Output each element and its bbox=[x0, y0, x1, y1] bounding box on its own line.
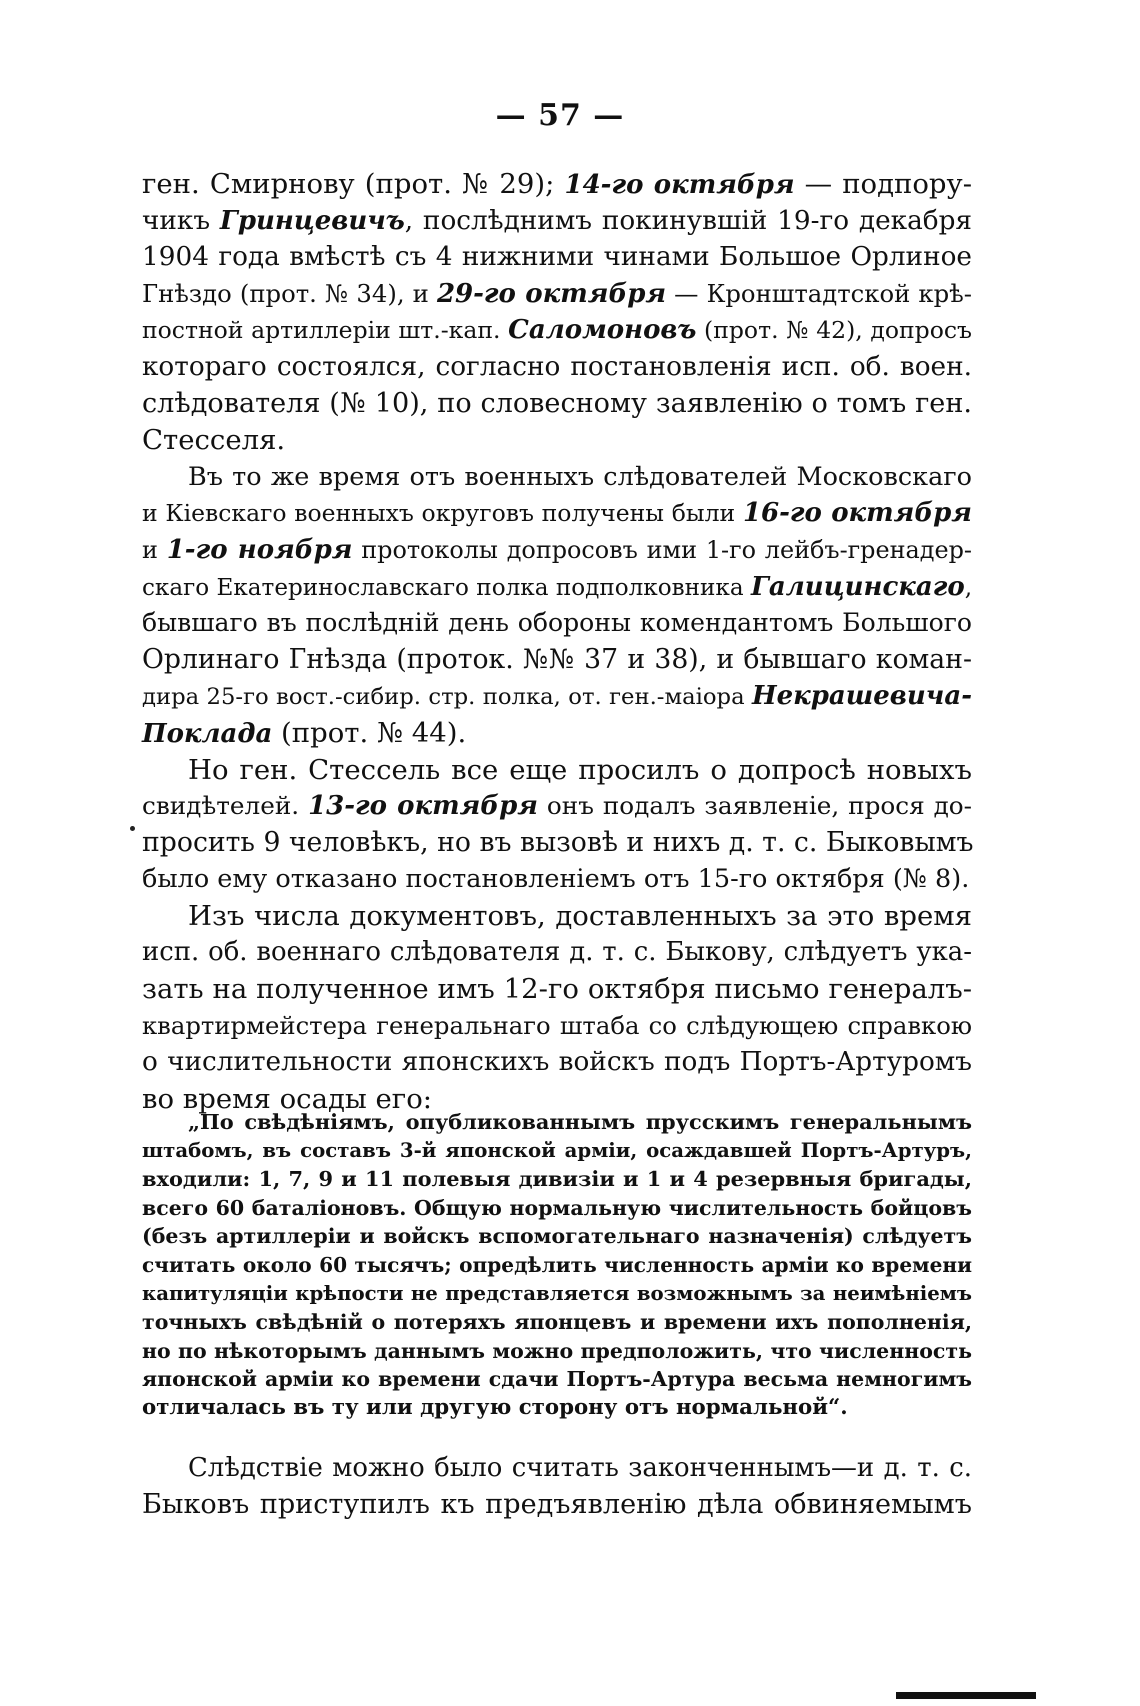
text-line: Быковъ приступилъ къ предъявленію дѣла обвиняемымъ bbox=[142, 1488, 972, 1520]
closing-text bbox=[142, 1450, 972, 1523]
page-edge-rule bbox=[896, 1692, 1036, 1699]
italic-name: Галицинскаго bbox=[750, 571, 965, 602]
text-line: и Кіевскаго военныхъ округовъ получены были 16-го октября bbox=[142, 498, 972, 529]
text-line: о числительности японскихъ войскъ подъ Портъ-Артуромъ bbox=[142, 1047, 972, 1078]
text-line: квартирмейстера генеральнаго штаба со слѣдующею справкою bbox=[142, 1010, 972, 1040]
text-line: котораго состоялся, согласно постановленія исп. об. воен. bbox=[142, 351, 972, 382]
quote-line: (безъ артиллеріи и войскъ вспомогательнаго назначенія) слѣдуетъ bbox=[142, 1224, 972, 1249]
italic-name: Саломоновъ bbox=[508, 315, 697, 346]
italic-date: 29-го октября bbox=[436, 278, 667, 309]
italic-date: 1-го ноября bbox=[166, 534, 353, 565]
quote-line: всего 60 баталіоновъ. Общую нормальную числительность бойцовъ bbox=[142, 1195, 972, 1220]
quote-line: японской арміи ко времени сдачи Портъ-Артура весьма немногимъ bbox=[142, 1367, 972, 1392]
text-line: чикъ Гринцевичъ, послѣднимъ покинувшій 19-го декабря bbox=[142, 205, 972, 236]
text-line: Поклада (прот. № 44). bbox=[142, 716, 467, 749]
text-line: ген. Смирнову (прот. № 29); 14-го октября — подпору- bbox=[142, 168, 972, 200]
text-line: было ему отказано постановленіемъ отъ 15-го октября (№ 8). bbox=[142, 864, 970, 895]
text-line: и 1-го ноября протоколы допросовъ ими 1-го лейбъ-гренадер- bbox=[142, 534, 972, 565]
italic-date: 14-го октября bbox=[564, 170, 795, 200]
text-line: во время осады его: bbox=[142, 1082, 433, 1115]
text-line: зать на полученное имъ 12-го октября письмо генералъ- bbox=[142, 973, 972, 1006]
text-line: свидѣтелей. 13-го октября онъ подалъ заявленіе, прося до- bbox=[142, 791, 972, 822]
text-line: постной артиллеріи шт.-кап. Саломоновъ (прот. № 42), допросъ bbox=[142, 315, 972, 346]
text-line: Изъ числа документовъ, доставленныхъ за это время bbox=[188, 899, 972, 932]
text-line: Но ген. Стессель все еще просилъ о допросѣ новыхъ bbox=[188, 753, 972, 786]
ink-speck bbox=[130, 826, 135, 831]
italic-name: Гринцевичъ bbox=[219, 205, 405, 236]
italic-date: 13-го октября bbox=[308, 791, 538, 822]
text-line: Гнѣздо (прот. № 34), и 29-го октября — Кронштадтской крѣ- bbox=[142, 278, 972, 309]
text-line: Слѣдствіе можно было считать законченнымъ—и д. т. с. bbox=[188, 1453, 972, 1483]
text-line: дира 25-го вост.-сибир. стр. полка, от. ген.-маіора Некрашевича- bbox=[142, 681, 972, 712]
main-text bbox=[142, 166, 972, 1117]
quote-line: входили: 1, 7, 9 и 11 полевыя дивизіи и 1 и 4 резервныя бригады, bbox=[142, 1166, 972, 1192]
text-line: бывшаго въ послѣдній день обороны комендантомъ Большого bbox=[142, 608, 972, 638]
text-line: слѣдователя (№ 10), по словесному заявленію о томъ ген. bbox=[142, 387, 972, 419]
text-line: исп. об. военнаго слѣдователя д. т. с. Быкову, слѣдуетъ ука- bbox=[142, 937, 972, 968]
italic-date: 16-го октября bbox=[742, 498, 972, 529]
text-line: скаго Екатеринославскаго полка подполковника Галицинскаго, bbox=[142, 571, 973, 602]
quote-line: штабомъ, въ составъ 3-й японской арміи, осаждавшей Портъ-Артуръ, bbox=[142, 1138, 972, 1162]
italic-name: Поклада bbox=[142, 718, 273, 749]
text-line: просить 9 человѣкъ, но въ вызовѣ и нихъ д. т. с. Быковымъ bbox=[142, 826, 974, 858]
text-line: Въ то же время отъ военныхъ слѣдователей Московскаго bbox=[188, 461, 972, 492]
quote-line: „По свѣдѣніямъ, опубликованнымъ прусскимъ генеральнымъ bbox=[188, 1109, 972, 1134]
quote-line: но по нѣкоторымъ даннымъ можно предположить, что численность bbox=[142, 1338, 972, 1363]
quote-line: считать около 60 тысячъ; опредѣлить численность арміи ко времени bbox=[142, 1252, 972, 1277]
quote-line: капитуляціи крѣпости не представляется возможнымъ за неимѣніемъ bbox=[142, 1281, 972, 1305]
page-number: — 57 — bbox=[495, 98, 625, 133]
quote-line: отличалась въ ту или другую сторону отъ нормальной“. bbox=[142, 1394, 848, 1420]
quote-line: точныхъ свѣдѣній о потеряхъ японцевъ и времени ихъ пополненія, bbox=[142, 1310, 972, 1335]
text-line: 1904 года вмѣстѣ съ 4 нижними чинами Большое Орлиное bbox=[142, 242, 972, 273]
block-quote bbox=[142, 1108, 972, 1423]
text-line: Стесселя. bbox=[142, 424, 286, 457]
italic-name: Некрашевича- bbox=[752, 681, 972, 712]
text-line: Орлинаго Гнѣзда (проток. №№ 37 и 38), и бывшаго коман- bbox=[142, 643, 972, 675]
